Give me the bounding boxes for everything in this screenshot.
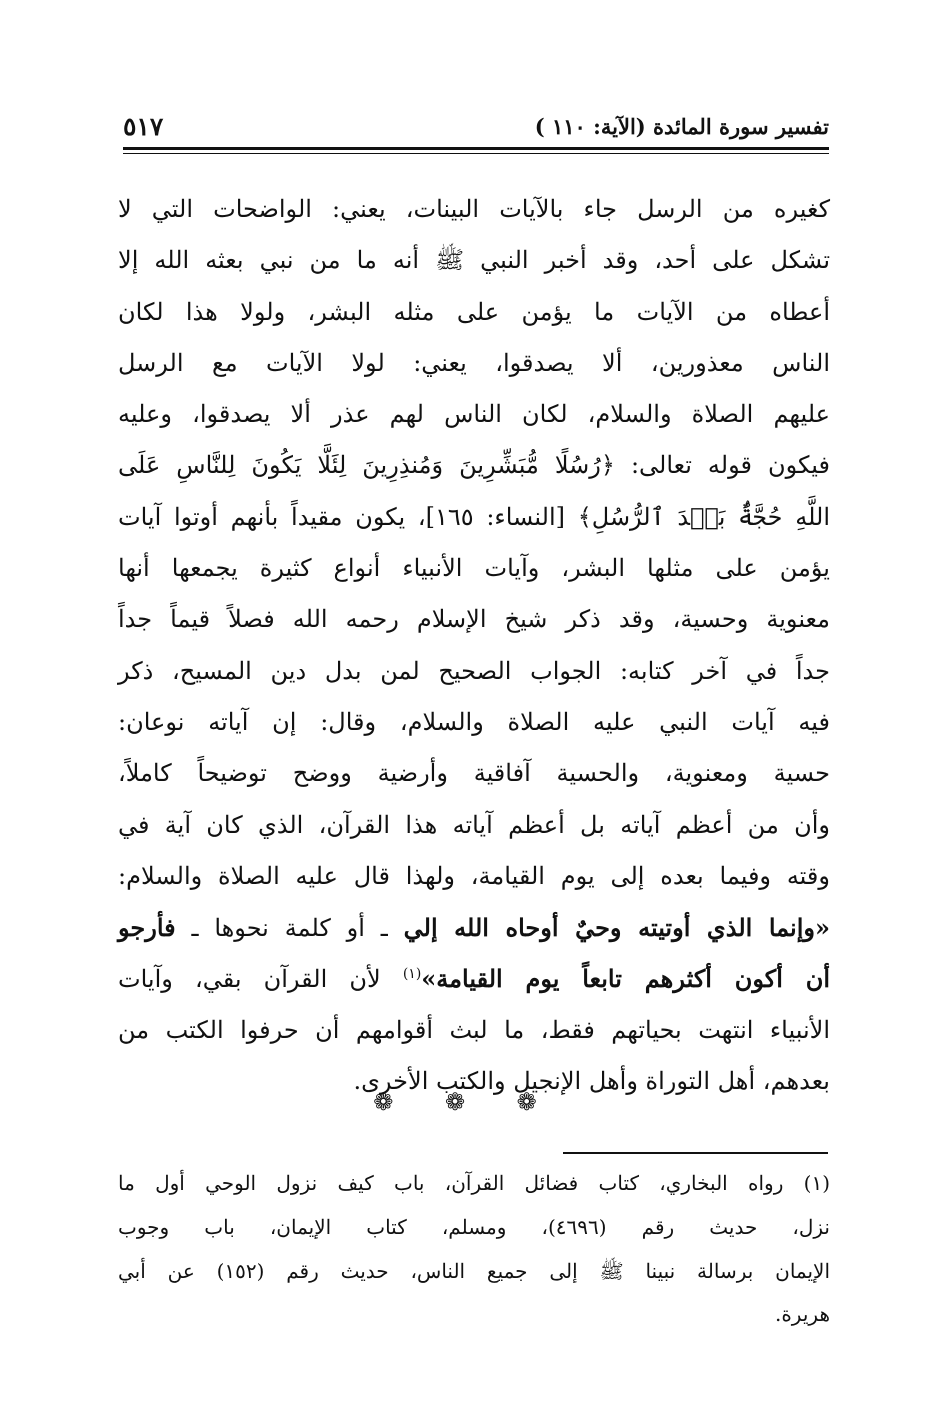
text-line: معنوية وحسية، وقد ذكر شيخ الإسلام رحمه الله فصلاً قيماً جداً [118, 605, 830, 634]
footnote-line: (١) رواه البخاري، كتاب فضائل القرآن، باب كيف نزول الوحي أول ما [118, 1171, 830, 1195]
footnote-line: نزل، حديث رقم (٤٦٩٦)، ومسلم، كتاب الإيمان، باب وجوب [118, 1214, 830, 1239]
text-line: فيكون قوله تعالى: ﴿رُسُلًا مُّبَشِّرِينَ وَمُنذِرِينَ لِئَلَّا يَكُونَ لِلنَّاسِ عَلَى [118, 451, 830, 480]
section-separator-ornament: ❁ ❁ ❁ [373, 1088, 559, 1116]
page-header [123, 112, 829, 146]
footnote-rule [563, 1152, 828, 1154]
text-line: وأن من أعظم آياته بل أعظم آياته هذا القرآن، الذي كان آية في [118, 810, 830, 839]
page-number: ٥١٧ [123, 112, 164, 141]
header-rule-thick [123, 147, 829, 150]
hadith-quote-bold: أن أكون أكثرهم تابعاً يوم القيامة» [421, 964, 830, 994]
text-line: تشكل على أحد، وقد أخبر النبي ﷺ أنه ما من نبي بعثه الله إلا [118, 246, 830, 275]
text-continuation: لأن القرآن بقي، وآيات [118, 965, 403, 994]
text-line: يؤمن على مثلها البشر، وآيات الأنبياء أنواع كثيرة يجمعها أنها [118, 554, 830, 583]
running-title: تفسير سورة المائدة (الآية: ١١٠ ) [534, 114, 829, 139]
text-line: الأنبياء انتهت بحياتهم فقط، ما لبث أقوامهم أن حرفوا الكتب من [118, 1015, 831, 1044]
footnotes [118, 1162, 830, 1337]
hadith-quote-bold: «وإنما الذي أوتيته وحيٌ أوحاه الله إلي [403, 913, 830, 943]
text-line: أعطاه من الآيات ما يؤمن على مثله البشر، ولولا هذا لكان [118, 297, 830, 326]
text-line: حسية ومعنوية، والحسية آفاقية وأرضية ووضح توضيحاً كاملاً، [118, 759, 830, 788]
hadith-quote-bold: فأرجو [118, 913, 176, 943]
text-line: كغيره من الرسل جاء بالآيات البينات، يعني: الواضحات التي لا [118, 195, 830, 223]
main-text [118, 184, 830, 1107]
text-line: فيه آيات النبي عليه الصلاة والسلام، وقال: إن آياته نوعان: [118, 707, 830, 736]
footnote-line: هريرة. [774, 1302, 830, 1327]
hadith-line [118, 953, 830, 1004]
footnote-line: الإيمان برسالة نبينا ﷺ إلى جميع الناس، حديث رقم (١٥٢) عن أبي [118, 1258, 830, 1283]
footnote-reference[interactable]: (١) [402, 966, 422, 983]
hadith-aside: ـ أو كلمة نحوها ـ [175, 914, 404, 943]
header-rule-thin [123, 153, 829, 154]
text-line: جداً في آخر كتابه: الجواب الصحيح لمن بدل دين المسيح، ذكر [118, 656, 830, 685]
text-line: اللَّهِ حُجَّةٌۢ بَعۡدَ ٱلرُّسُلِ﴾ [النساء: ١٦٥]، يكون مقيداً بأنهم أوتوا آيات [118, 502, 830, 531]
text-line: الناس معذورين، ألا يصدقوا، يعني: لولا الآيات مع الرسل [118, 348, 830, 377]
text-line: وقته وفيما بعده إلى يوم القيامة، ولهذا قال عليه الصلاة والسلام: [118, 861, 830, 890]
text-line: عليهم الصلاة والسلام، لكان الناس لهم عذر ألا يصدقوا، وعليه [118, 400, 830, 429]
hadith-line [118, 902, 830, 953]
text-line: بعدهم، أهل التوراة وأهل الإنجيل والكتب الأخرى. [353, 1067, 830, 1096]
